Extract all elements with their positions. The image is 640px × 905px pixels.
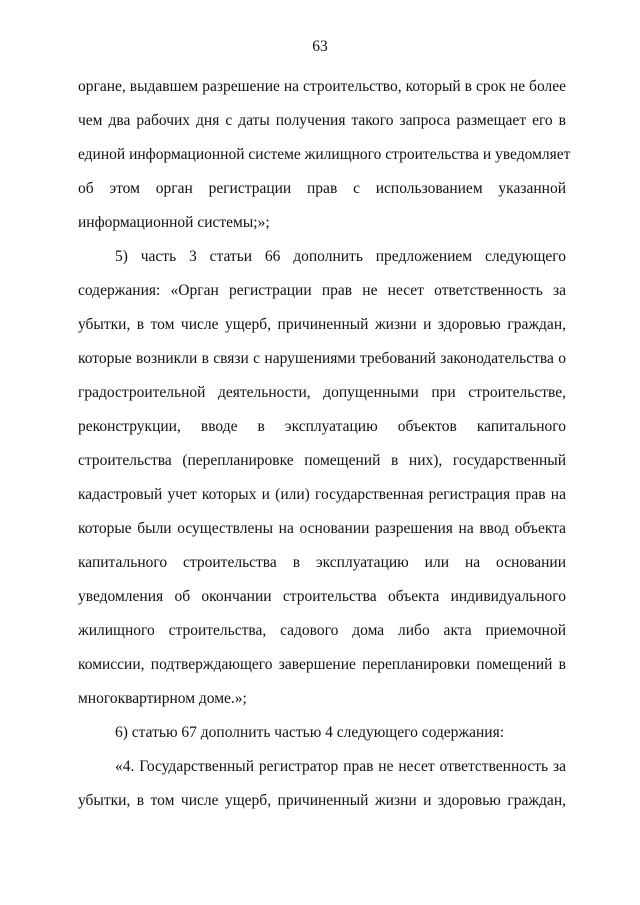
text-line: информационной системы;»;	[78, 214, 270, 231]
text-line: убытки, в том числе ущерб, причиненный жизни и здоровью граждан,	[78, 316, 566, 333]
page-number: 63	[312, 38, 328, 55]
text-line: органе, выдавшем разрешение на строительство, который в срок не более	[78, 78, 566, 95]
text-line: об этом орган регистрации прав с использованием указанной	[78, 180, 566, 197]
text-line: строительства (перепланировке помещений в них), государственный	[78, 452, 566, 469]
text-line: единой информационной системе жилищного строительства и уведомляет	[78, 146, 571, 163]
text-line: которые возникли в связи с нарушениями требований законодательства о	[78, 350, 566, 367]
text-line: капитального строительства в эксплуатацию или на основании	[78, 554, 566, 571]
text-line: комиссии, подтверждающего завершение перепланировки помещений в	[78, 656, 566, 673]
text-line: жилищного строительства, садового дома либо акта приемочной	[78, 622, 566, 639]
text-line: реконструкции, вводе в эксплуатацию объектов капитального	[78, 418, 566, 435]
text-line: «4. Государственный регистратор прав не несет ответственность за	[115, 758, 566, 775]
text-line: которые были осуществлены на основании разрешения на ввод объекта	[78, 520, 566, 537]
text-line: кадастровый учет которых и (или) государственная регистрация прав на	[78, 486, 566, 503]
text-line: многоквартирном доме.»;	[78, 690, 247, 707]
text-line: уведомления об окончании строительства объекта индивидуального	[78, 588, 566, 605]
text-line: убытки, в том числе ущерб, причиненный жизни и здоровью граждан,	[78, 792, 566, 809]
text-line: градостроительной деятельности, допущенными при строительстве,	[78, 384, 566, 401]
text-line: чем два рабочих дня с даты получения такого запроса размещает его в	[78, 112, 566, 129]
text-line: 6) статью 67 дополнить частью 4 следующего содержания:	[115, 724, 505, 741]
document-body	[78, 70, 571, 818]
text-line: содержания: «Орган регистрации прав не несет ответственность за	[78, 282, 566, 299]
text-line: 5) часть 3 статьи 66 дополнить предложением следующего	[115, 248, 566, 265]
